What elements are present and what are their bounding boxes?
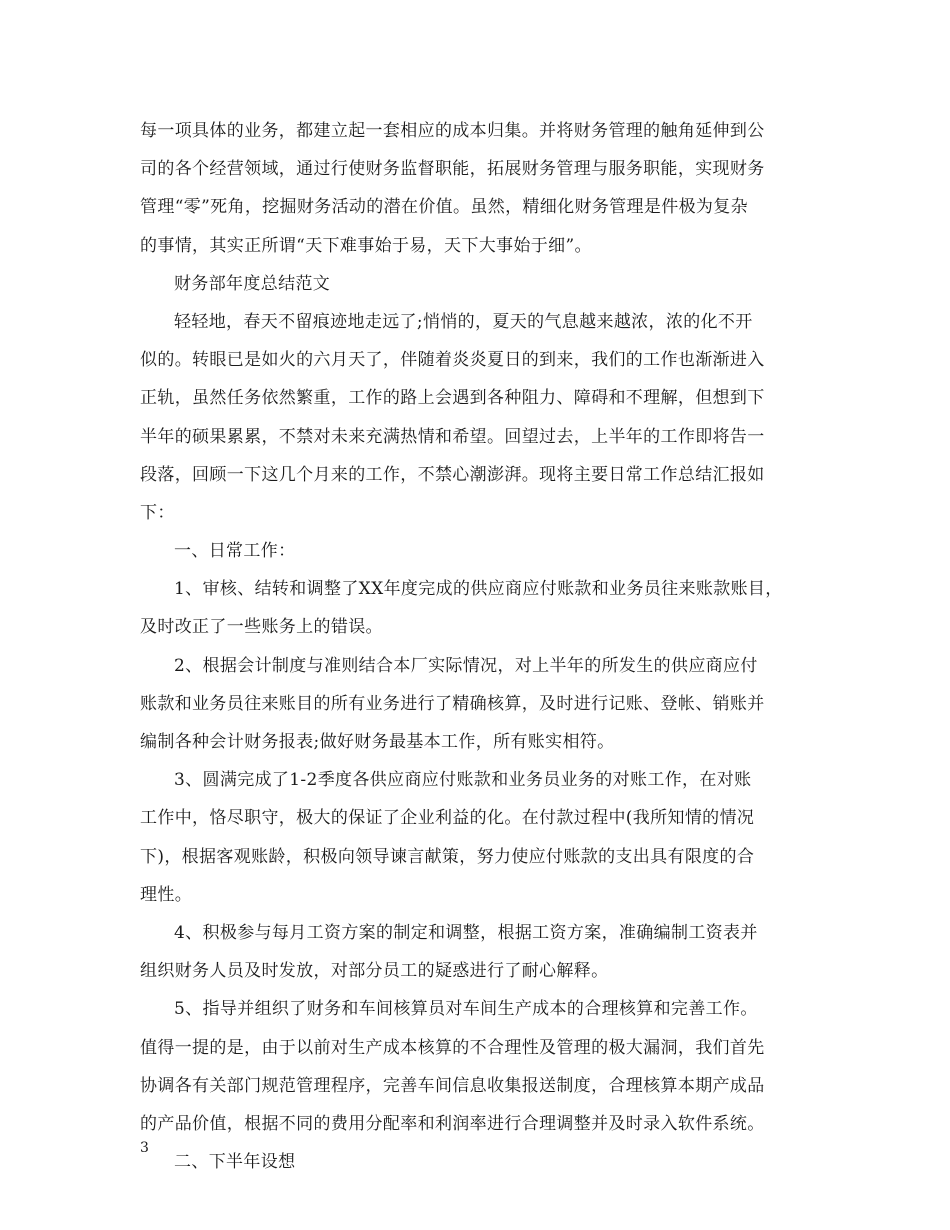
text-line: 理性。: [140, 884, 193, 905]
text-line: 5、指导并组织了财务和车间核算员对车间生产成本的合理核算和完善工作。: [174, 999, 758, 1020]
text-line: 下：: [140, 502, 175, 523]
text-line: 半年的硕果累累，不禁对未来充满热情和希望。回望过去，上半年的工作即将告一: [140, 426, 765, 447]
page-number: 3: [140, 1140, 149, 1156]
text-line: 一、日常工作：: [174, 541, 296, 562]
body-text: [140, 112, 812, 1181]
text-line: 及时改正了一些账务上的错误。: [140, 617, 383, 638]
text-line: 二、下半年设想: [174, 1152, 296, 1173]
text-line: 账款和业务员往来账目的所有业务进行了精确核算，及时进行记账、登帐、销账并: [140, 693, 765, 714]
text-line: 的事情，其实正所谓“天下难事始于易，天下大事始于细”。: [140, 235, 592, 256]
text-line: 协调各有关部门规范管理程序，完善车间信息收集报送制度，合理核算本期产成品: [140, 1075, 765, 1096]
text-line: 财务部年度总结范文: [174, 273, 331, 294]
text-line: 管理“零”死角，挖掘财务活动的潜在价值。虽然，精细化财务管理是件极为复杂: [140, 197, 748, 218]
text-line: 似的。转眼已是如火的六月天了，伴随着炎炎夏日的到来，我们的工作也渐渐进入: [140, 350, 765, 371]
text-line: 编制各种会计财务报表;做好财务最基本工作，所有账实相符。: [140, 732, 615, 752]
text-line: 2、根据会计制度与准则结合本厂实际情况，对上半年的所发生的供应商应付: [174, 655, 758, 676]
text-line: 组织财务人员及时发放，对部分员工的疑惑进行了耐心解释。: [140, 961, 609, 982]
text-line: 4、积极参与每月工资方案的制定和调整，根据工资方案，准确编制工资表并: [174, 922, 758, 943]
text-line: 工作中，恪尽职守，极大的保证了企业利益的化。在付款过程中(我所知情的情况: [140, 808, 755, 829]
text-line: 轻轻地，春天不留痕迹地走远了;悄悄的，夏天的气息越来越浓，浓的化不开: [174, 311, 753, 332]
text-line: 的产品价值，根据不同的费用分配率和利润率进行合理调整并及时录入软件系统。: [140, 1113, 765, 1134]
text-line: 正轨，虽然任务依然繁重，工作的路上会遇到各种阻力、障碍和不理解，但想到下: [140, 388, 765, 409]
text-line: 1、审核、结转和调整了XX年度完成的供应商应付账款和业务员往来账款账目，: [174, 579, 783, 600]
text-line: 司的各个经营领域，通过行使财务监督职能，拓展财务管理与服务职能，实现财务: [140, 159, 765, 180]
text-line: 每一项具体的业务，都建立起一套相应的成本归集。并将财务管理的触角延伸到公: [140, 121, 765, 141]
text-line: 值得一提的是，由于以前对生产成本核算的不合理性及管理的极大漏洞，我们首先: [140, 1037, 765, 1058]
text-line: 下)，根据客观账龄，积极向领导谏言献策，努力使应付账款的支出具有限度的合: [140, 846, 755, 867]
text-line: 段落，回顾一下这几个月来的工作，不禁心潮澎湃。现将主要日常工作总结汇报如: [140, 464, 765, 485]
text-line: 3、圆满完成了1-2季度各供应商应付账款和业务员业务的对账工作，在对账: [174, 770, 752, 791]
